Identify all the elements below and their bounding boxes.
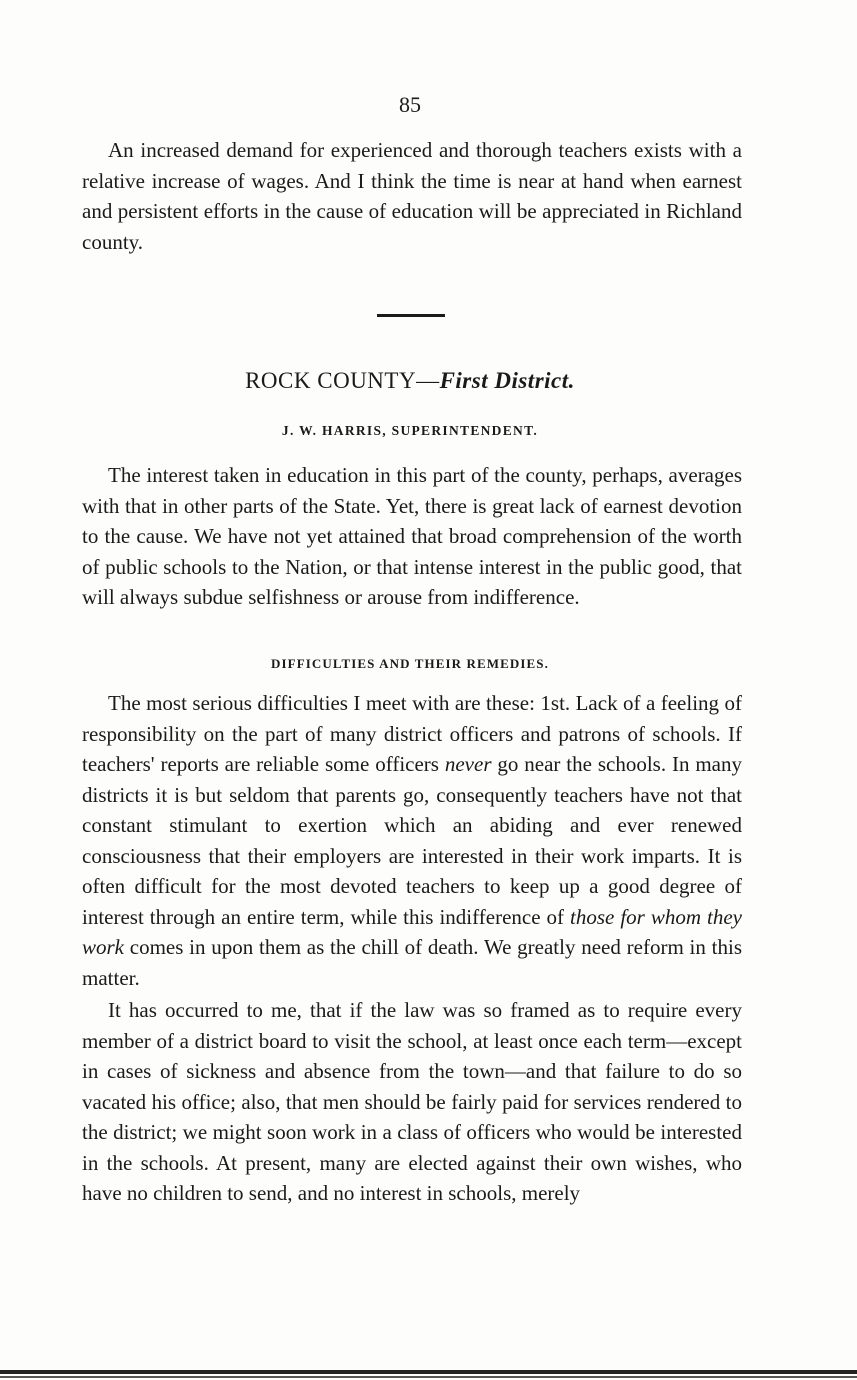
difficulties-section (82, 688, 742, 1209)
difficulties-p1-part1: The most serious difficulties I meet with are these: 1st. Lack of a feeling of responsibility on the part of many district officers and patrons of schools. If teachers' reports are reliable some officers (82, 691, 742, 776)
page-bottom-edge (0, 1370, 857, 1374)
difficulties-subheading: DIFFICULTIES AND THEIR REMEDIES. (271, 656, 549, 671)
section-heading-main: ROCK COUNTY— (245, 368, 440, 393)
superintendent-line: J. W. HARRIS, SUPERINTENDENT. (281, 423, 539, 438)
difficulties-p1-never: never (444, 752, 492, 776)
difficulties-p1-part2: go near the schools. In many districts it is but seldom that parents go, consequently teachers have not that constant stimulant to exertion which an abiding and ever renewed consciousness that their employers are interested in their work imparts. It is often difficult for the most devoted teachers to keep up a good degree of interest through an entire term, while this indifference of (82, 752, 742, 929)
interest-section (82, 460, 742, 613)
difficulties-p1-italic: those for whom they work (82, 904, 742, 959)
intro-paragraph: An increased demand for experienced and thorough teachers exists with a relative increase of wages. And I think the time is near at hand when earnest and persistent efforts in the cause of education will be appreciated in Richland county. (82, 138, 742, 254)
difficulties-paragraph-1 (82, 688, 742, 993)
section-heading-sub: First District. (439, 368, 575, 393)
difficulties-paragraph-2: It has occurred to me, that if the law was so framed as to require every member of a district board to visit the school, at least once each term—except in cases of sickness and absence from the town—and that failure to do so vacated his office; also, that men should be fairly paid for services rendered to the district; we might soon work in a class of officers who would be interested in the schools. At present, many are elected against their own wishes, who have no children to send, and no interest in schools, merely (82, 998, 742, 1205)
section-divider-rule (377, 314, 445, 317)
difficulties-p1-part3: comes in upon them as the chill of death. We greatly need reform in this matter. (82, 935, 742, 990)
interest-paragraph: The interest taken in education in this part of the county, perhaps, averages with that in other parts of the State. Yet, there is great lack of earnest devotion to the cause. We have not yet attained that broad comprehension of the worth of public schools to the Nation, or that intense interest in the public good, that will always subdue selfishness or arouse from indifference. (82, 463, 742, 609)
page-bottom-edge-shadow (0, 1376, 857, 1378)
page-number: 85 (399, 92, 421, 117)
section-heading (0, 368, 820, 394)
intro-section (82, 135, 742, 257)
